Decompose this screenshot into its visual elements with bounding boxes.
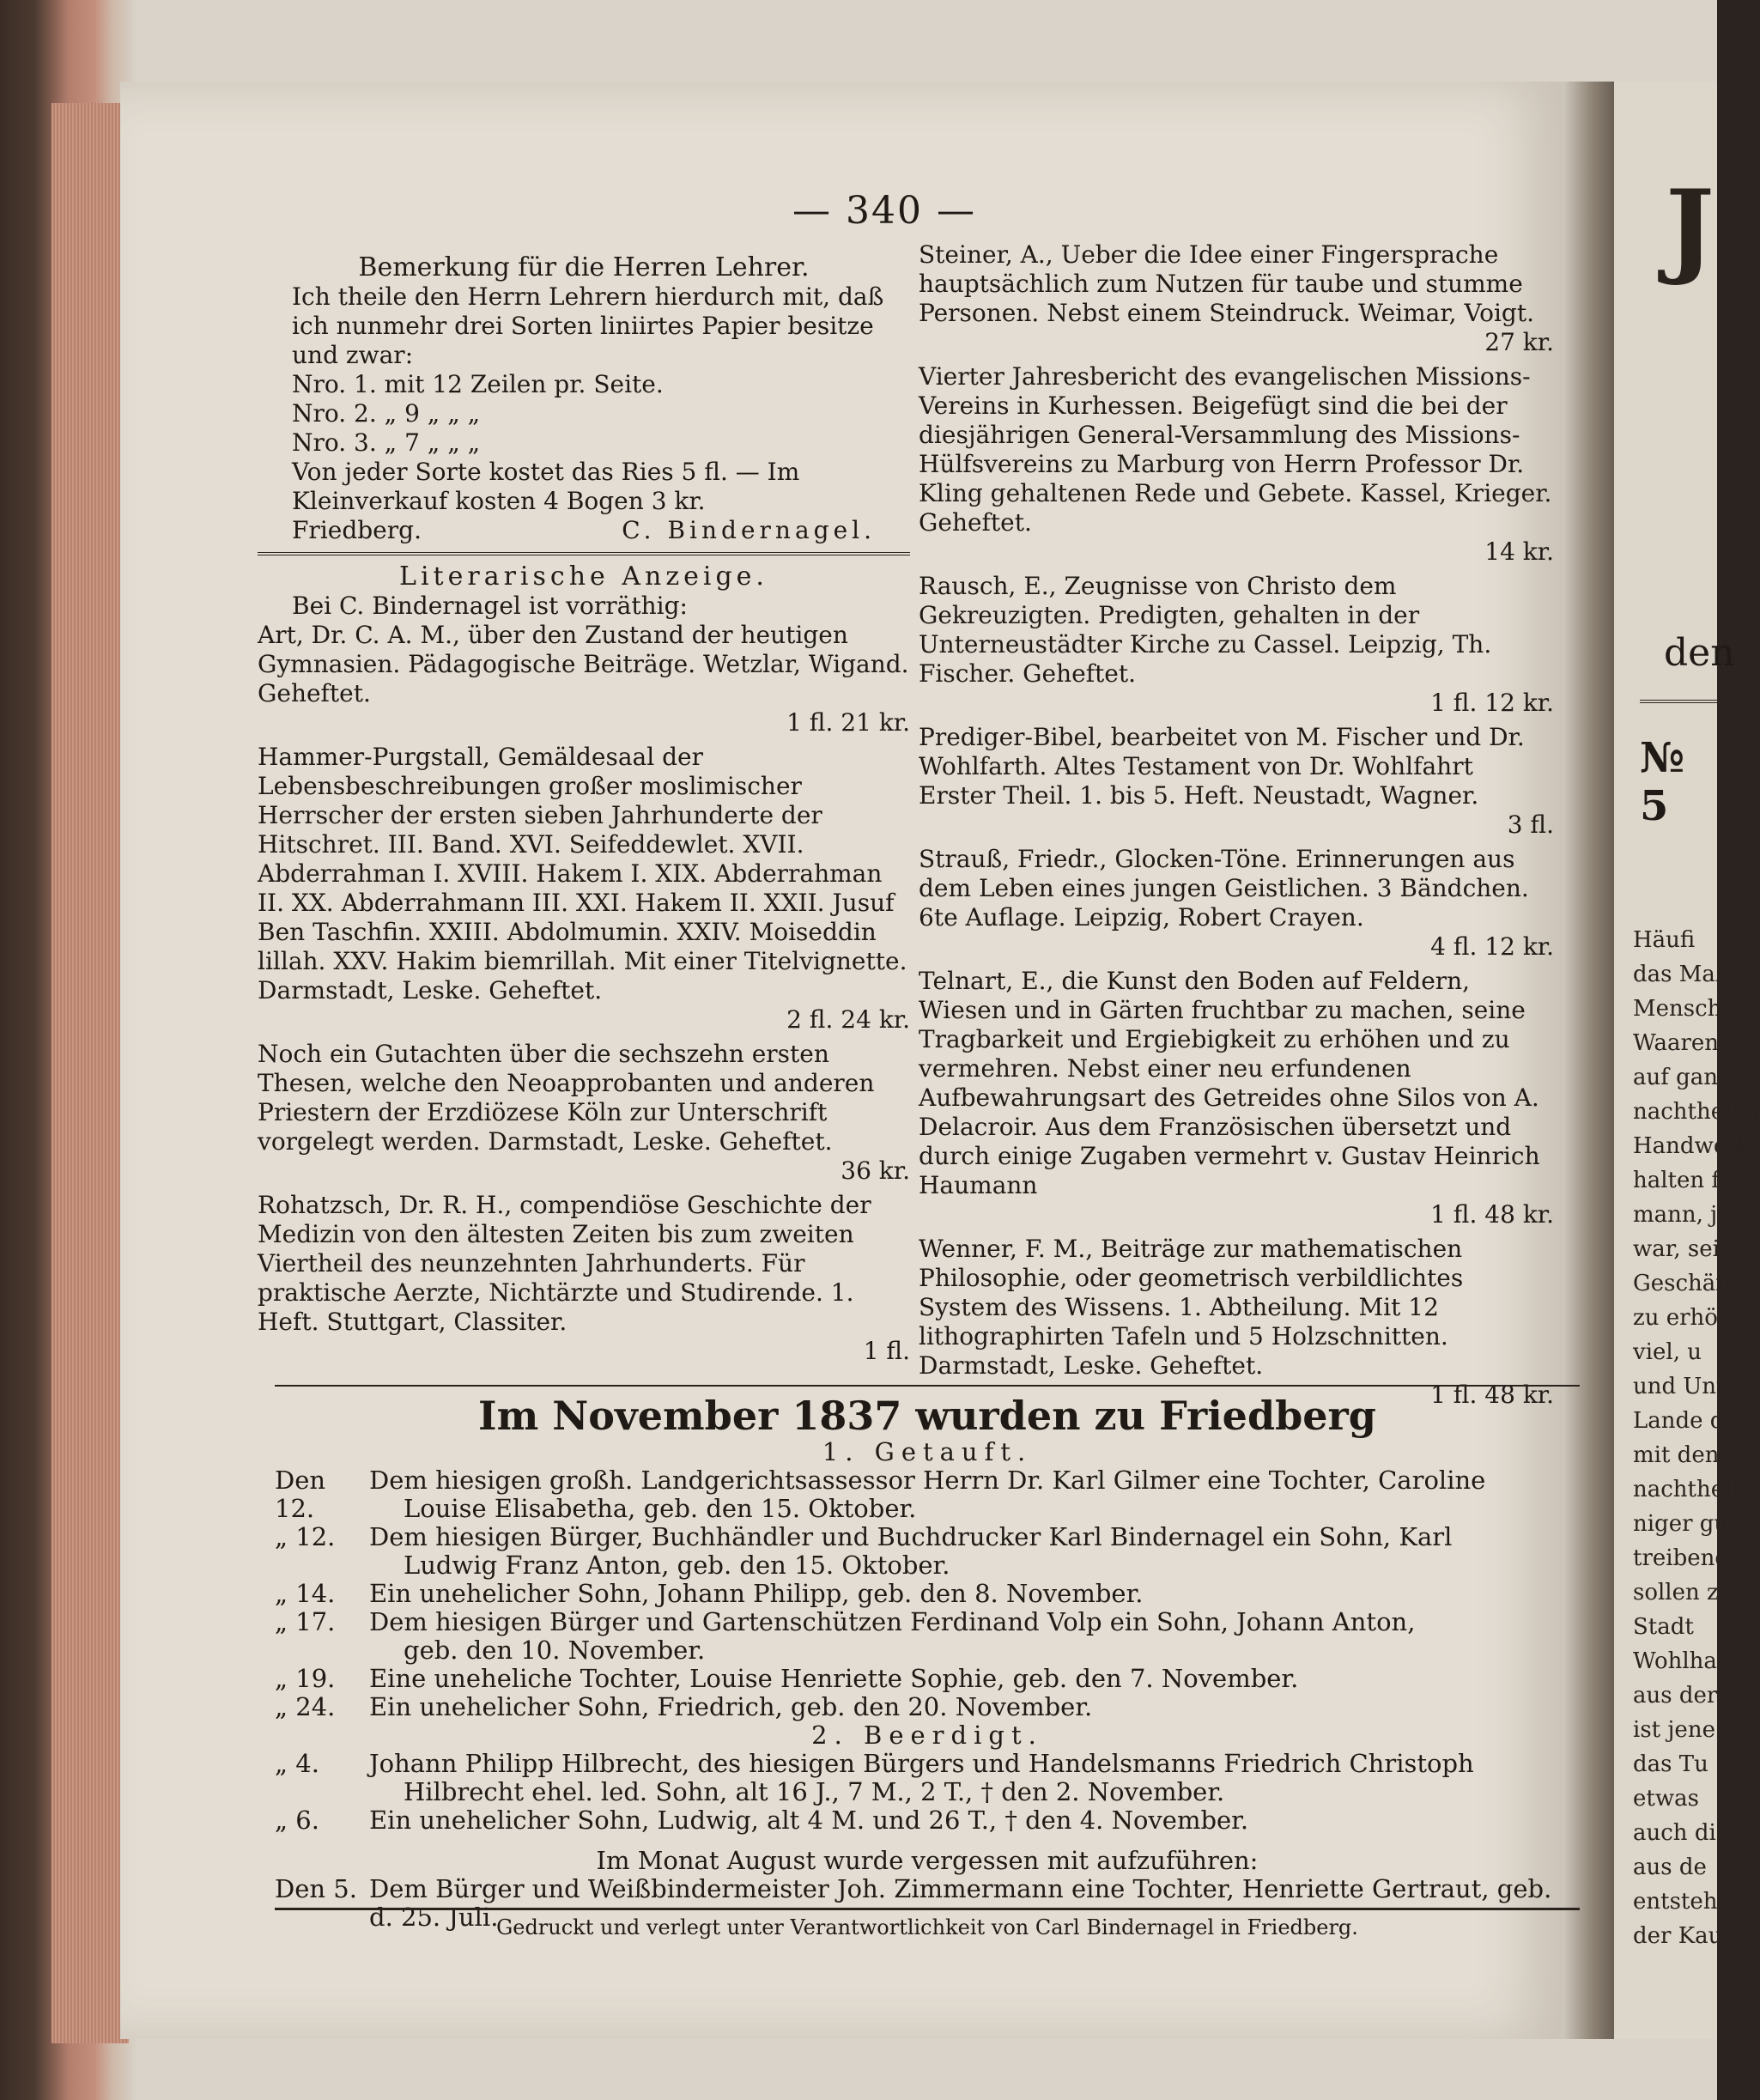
facing-line: Häufi — [1633, 927, 1696, 953]
entry-price: 1 fl. 21 kr. — [786, 708, 910, 737]
facing-line: Menschen — [1633, 996, 1750, 1022]
august-title: Im Monat August wurde vergessen mit aufzuführen: — [596, 1846, 1259, 1875]
notice-body: Ich theile den Herrn Lehrern hierdurch mit, daß ich nunmehr drei Sorten liniirtes Papier besitze und zwar: — [292, 282, 884, 369]
row-line2: Hilbrecht ehel. led. Sohn, alt 16 J., 7 M., 2 T., † den 2. November. — [404, 1777, 1225, 1806]
footer-text: Gedruckt und verlegt unter Verantwortlichkeit von Carl Bindernagel in Friedberg. — [496, 1915, 1358, 1939]
facing-line: Geschäfts — [1633, 1271, 1745, 1296]
facing-line: mann, j — [1633, 1202, 1718, 1228]
facing-line: ist jene — [1633, 1717, 1715, 1743]
facing-line: Waaren — [1633, 1030, 1720, 1056]
entry-price: 14 kr. — [1484, 537, 1554, 566]
register-row — [275, 1466, 1580, 1523]
facing-line: entsteht. — [1633, 1889, 1734, 1915]
row-line1: Dem hiesigen Bürger, Buchhändler und Buchdrucker Karl Bindernagel ein Sohn, Karl — [369, 1522, 1453, 1551]
entry-price: 1 fl. 48 kr. — [1430, 1200, 1554, 1229]
facing-line: Wohlha — [1633, 1648, 1717, 1674]
facing-line: nachtheil — [1633, 1477, 1739, 1502]
facing-line: sollen z — [1633, 1580, 1719, 1605]
facing-line: Handwerk — [1633, 1133, 1751, 1159]
sort-1: Nro. 1. mit 12 Zeilen pr. Seite. — [292, 370, 664, 398]
facing-line: Lande di — [1633, 1408, 1732, 1434]
facing-line: treibende — [1633, 1545, 1743, 1571]
page-edges — [52, 103, 129, 2043]
row-line2: geb. den 10. November. — [404, 1636, 706, 1665]
row-line1: Eine uneheliche Tochter, Louise Henriette Sophie, geb. den 7. November. — [369, 1664, 1299, 1693]
entry-price: 1 fl. 12 kr. — [1430, 689, 1554, 717]
facing-line: viel, u — [1633, 1339, 1702, 1365]
row-day: Den 5. — [275, 1874, 357, 1903]
entry-text: Strauß, Friedr., Glocken-Töne. Erinnerungen aus dem Leben eines jungen Geistlichen. 3 Bändchen. 6te Auflage. Leipzig, Robert Crayen. — [919, 845, 1529, 932]
divider — [258, 552, 910, 555]
row-day: „ 14. — [275, 1579, 336, 1608]
facing-text — [1633, 923, 1760, 1953]
buried-title: 2. Beerdigt. — [811, 1721, 1043, 1750]
parish-register — [275, 1378, 1580, 1932]
row-day: „ 24. — [275, 1692, 336, 1721]
facing-line: halten fo — [1633, 1168, 1733, 1193]
register-row — [275, 1523, 1580, 1580]
register-row — [275, 1693, 1580, 1721]
book-entry — [919, 240, 1554, 357]
facing-line: der Kau — [1633, 1923, 1723, 1949]
page-number: — 340 — — [792, 189, 976, 233]
row-day: „ 17. — [275, 1607, 336, 1636]
book-entry — [258, 743, 910, 1035]
row-line2: Ludwig Franz Anton, geb. den 15. Oktober. — [404, 1551, 950, 1580]
issue-number: № 5 — [1640, 734, 1685, 830]
facing-line: nachtheilig — [1633, 1099, 1760, 1125]
august-text: Dem Bürger und Weißbindermeister Joh. Zimmermann eine Tochter, Henriette Gertraut, geb. d. 25. Juli. — [369, 1874, 1552, 1932]
row-line1: Dem hiesigen großh. Landgerichtsassessor Herrn Dr. Karl Gilmer eine Tochter, Caroline — [369, 1466, 1486, 1495]
row-line1: Ein unehelicher Sohn, Ludwig, alt 4 M. und 26 T., † den 4. November. — [369, 1806, 1249, 1835]
entry-price: 1 fl. 48 kr. — [1430, 1381, 1554, 1409]
row-day: Den 12. — [275, 1466, 326, 1523]
signature-name: C. Bindernagel. — [622, 516, 876, 544]
register-row — [275, 1665, 1580, 1693]
row-line1: Ein unehelicher Sohn, Johann Philipp, geb. den 8. November. — [369, 1579, 1144, 1608]
entry-price: 2 fl. 24 kr. — [786, 1005, 910, 1034]
register-row — [275, 1806, 1580, 1835]
entry-price: 27 kr. — [1484, 328, 1554, 356]
entry-text: Prediger-Bibel, bearbeitet von M. Fischer und Dr. Wohlfarth. Altes Testament von Dr. Wohlfahrt Erster Theil. 1. bis 5. Heft. Neustadt, Wagner. — [919, 723, 1525, 810]
facing-line: auf ganz — [1633, 1065, 1730, 1090]
facing-line: niger gü — [1633, 1511, 1729, 1537]
entry-text: Telnart, E., die Kunst den Boden auf Feldern, Wiesen und in Gärten fruchtbar zu machen, seine Tragbarkeit und Ergiebigkeit zu erhöhen und zu vermehren. Nebst einer neu erfundenen Aufbewahrungsart des Getreides ohne Silos von A. Delacroir. Aus dem Französischen übersetzt und durch einige Zugaben vermehrt v. Gustav Heinrich Haumann — [919, 967, 1540, 1199]
sort-2: Nro. 2. „ 9 „ „ „ — [292, 399, 481, 428]
book-entry — [919, 723, 1554, 840]
register-row — [275, 1580, 1580, 1608]
right-column — [919, 240, 1554, 1415]
divider — [1640, 700, 1726, 703]
entry-text: Vierter Jahresbericht des evangelischen Missions-Vereins in Kurhessen. Beigefügt sind die bei der diesjährigen General-Versammlung des Missions-Hülfsvereins zu Marburg von Herrn Professor Dr. Kling gehaltenen Rede und Gebete. Kassel, Krieger. Geheftet. — [919, 362, 1552, 537]
book-entry — [258, 1040, 910, 1186]
baptized-title: 1. Getauft. — [822, 1437, 1033, 1466]
facing-line: war, sei — [1633, 1236, 1720, 1262]
entry-text: Noch ein Gutachten über die sechszehn ersten Thesen, welche den Neoapprobanten und anderen Priestern der Erzdiözese Köln zur Unterschrift vorgelegt werden. Darmstadt, Leske. Geheftet. — [258, 1040, 875, 1156]
signature — [258, 516, 910, 545]
book-entry — [919, 572, 1554, 718]
row-day: „ 12. — [275, 1522, 336, 1551]
printer-footer — [275, 1908, 1580, 1939]
entry-text: Wenner, F. M., Beiträge zur mathematischen Philosophie, oder geometrisch verbildlichtes System des Wissens. 1. Abtheilung. Mit 12 lithographirten Tafeln und 5 Holzschnitten. Darmstadt, Leske. Geheftet. — [919, 1235, 1464, 1380]
facing-line: aus der — [1633, 1683, 1718, 1709]
masthead-letter: J — [1666, 167, 1714, 288]
book-entry — [919, 362, 1554, 567]
row-day: „ 4. — [275, 1749, 319, 1778]
facing-line: etwas — [1633, 1786, 1699, 1812]
left-column — [258, 253, 910, 1371]
masthead-den: den — [1664, 631, 1735, 675]
facing-line: das Tu — [1633, 1751, 1708, 1777]
facing-line: und Unt — [1633, 1374, 1726, 1399]
entry-text: Art, Dr. C. A. M., über den Zustand der heutigen Gymnasien. Pädagogische Beiträge. Wetzlar, Wigand. Geheftet. — [258, 621, 909, 707]
facing-line: das Maß — [1633, 962, 1731, 987]
entry-text: Hammer-Purgstall, Gemäldesaal der Lebensbeschreibungen großer moslimischer Herrscher der ersten sieben Jahrhunderte der Hitschret. III. Band. XVI. Seifeddewlet. XVII. Abderrahman I. XVIII. Hakem I. XIX. Abderrahman II. XX. Abderrahmann III. XXI. Hakem II. XXII. Jusuf Ben Taschfin. XXIII. Abdolmumin. XXIV. Moiseddin lillah. XXV. Hakim biemrillah. Mit einer Titelvignette. Darmstadt, Leske. Geheftet. — [258, 743, 907, 1004]
entry-price: 3 fl. — [1507, 810, 1554, 839]
register-title: Im November 1837 wurden zu Friedberg — [478, 1393, 1376, 1439]
facing-page — [1614, 82, 1760, 2039]
ad-title: Literarische Anzeige. — [399, 561, 768, 592]
row-line1: Johann Philipp Hilbrecht, des hiesigen Bürgers und Handelsmanns Friedrich Christoph — [369, 1749, 1474, 1778]
row-line1: Ein unehelicher Sohn, Friedrich, geb. den 20. November. — [369, 1692, 1093, 1721]
row-day: „ 6. — [275, 1806, 319, 1835]
row-line1: Dem hiesigen Bürger und Gartenschützen Ferdinand Volp ein Sohn, Johann Anton, — [369, 1607, 1416, 1636]
facing-line: auch die — [1633, 1820, 1730, 1846]
divider — [275, 1908, 1580, 1910]
signature-place: Friedberg. — [292, 516, 422, 544]
book-entry — [258, 1191, 910, 1366]
facing-line: Stadt — [1633, 1614, 1694, 1640]
facing-line: aus de — [1633, 1854, 1707, 1880]
row-day: „ 19. — [275, 1664, 336, 1693]
entry-text: Rausch, E., Zeugnisse von Christo dem Gekreuzigten. Predigten, gehalten in der Unterneustädter Kirche zu Cassel. Leipzig, Th. Fischer. Geheftet. — [919, 572, 1492, 688]
book-entry — [919, 845, 1554, 962]
notice-title: Bemerkung für die Herren Lehrer. — [358, 252, 810, 282]
register-row — [275, 1750, 1580, 1806]
facing-line: mit den — [1633, 1442, 1720, 1468]
entry-price: 1 fl. — [863, 1337, 910, 1365]
book-entry — [919, 967, 1554, 1229]
book-entry — [258, 621, 910, 737]
row-line2: Louise Elisabetha, geb. den 15. Oktober. — [404, 1494, 917, 1523]
entry-text: Steiner, A., Ueber die Idee einer Fingersprache hauptsächlich zum Nutzen für taube und stumme Personen. Nebst einem Steindruck. Weimar, Voigt. — [919, 240, 1534, 327]
ad-intro: Bei C. Bindernagel ist vorräthig: — [292, 592, 688, 620]
sort-3: Nro. 3. „ 7 „ „ „ — [292, 428, 481, 457]
entry-price: 36 kr. — [841, 1156, 910, 1185]
divider — [275, 1385, 1580, 1387]
entry-text: Rohatzsch, Dr. R. H., compendiöse Geschichte der Medizin von den ältesten Zeiten bis zum zweiten Viertheil des neunzehnten Jahrhunderts. Für praktische Aerzte, Nichtärzte und Studirende. 1. Heft. Stuttgart, Classiter. — [258, 1191, 871, 1336]
register-row — [275, 1608, 1580, 1665]
facing-line: zu erhöh — [1633, 1305, 1733, 1331]
entry-price: 4 fl. 12 kr. — [1430, 932, 1554, 961]
price-line: Von jeder Sorte kostet das Ries 5 fl. — Im Kleinverkauf kosten 4 Bogen 3 kr. — [292, 458, 800, 515]
